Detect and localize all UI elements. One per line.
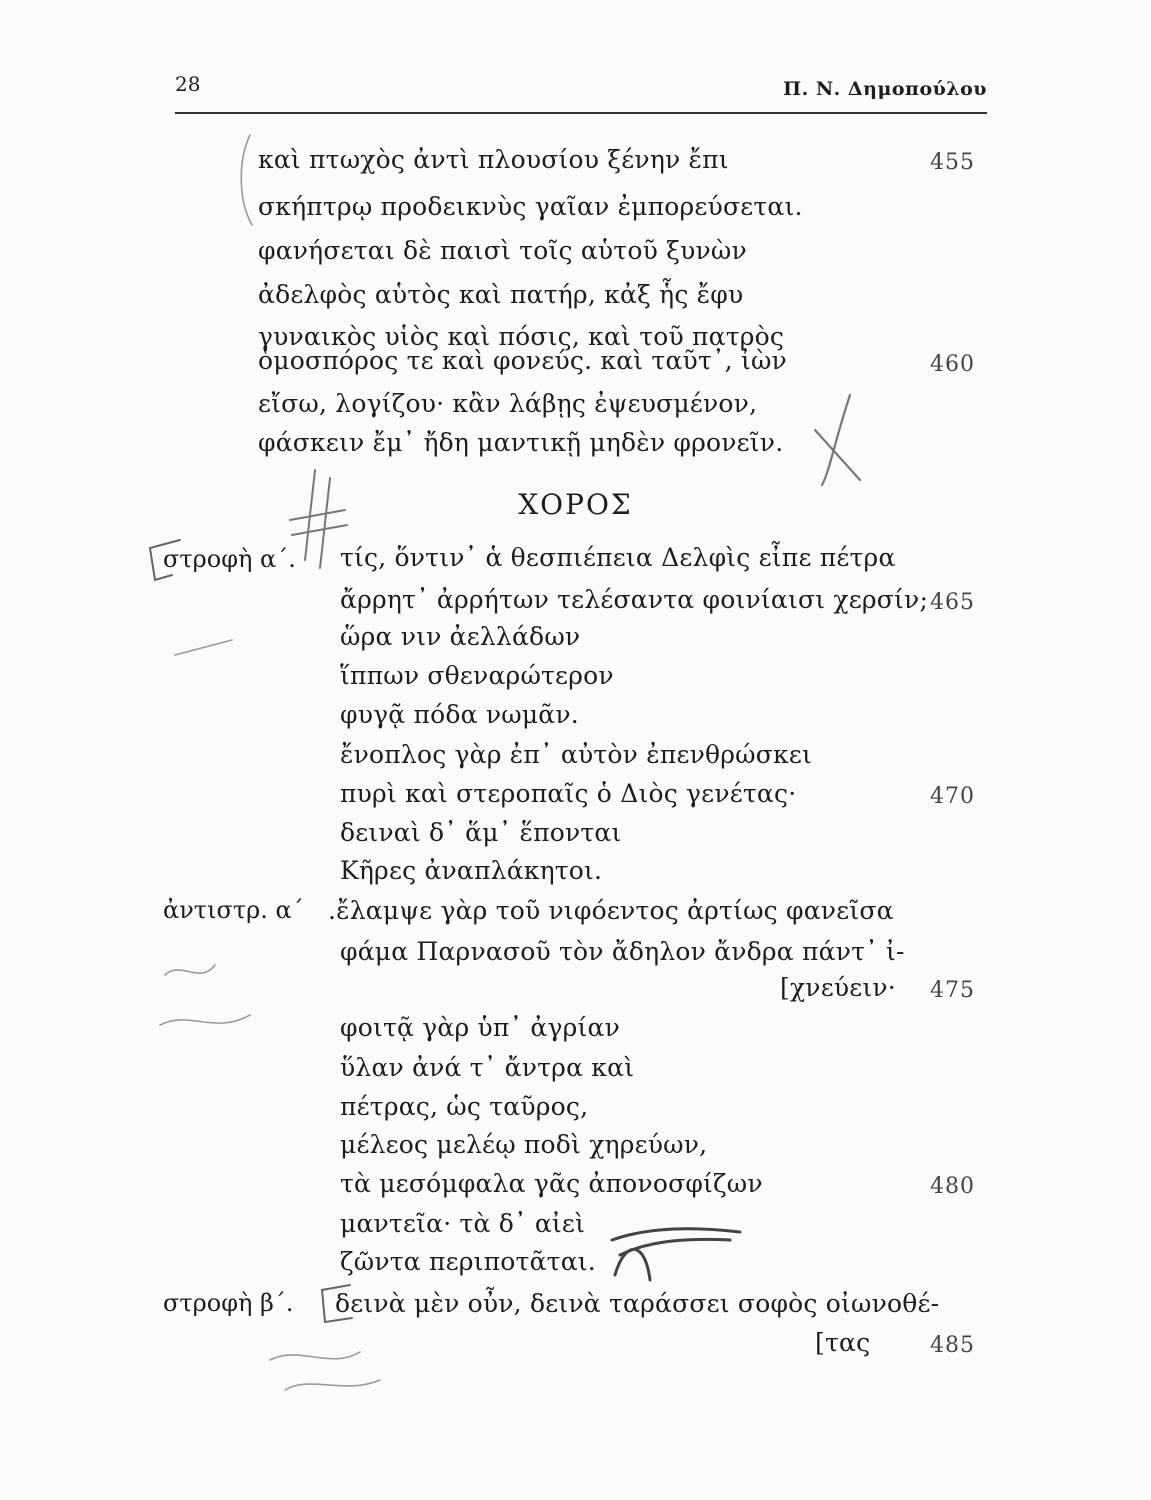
line-number: 475 — [930, 978, 975, 1003]
verse-line: πυρὶ καὶ στεροπαῖς ὁ Διὸς γενέτας· — [340, 779, 797, 808]
verse-line: Κῆρες ἀναπλάκητοι. — [340, 856, 603, 885]
verse-line: φυγᾷ πόδα νωμᾶν. — [340, 700, 579, 729]
line-number: 455 — [930, 150, 975, 175]
verse-line: .ἔλαμψε γὰρ τοῦ νιφόεντος ἀρτίως φανεῖσα — [328, 896, 894, 925]
line-number: 470 — [930, 784, 975, 809]
verse-line: τίς, ὅντιν᾽ ἁ θεσπιέπεια Δελφὶς εἶπε πέτρα — [340, 543, 896, 572]
verse-line: φάσκειν ἔμ᾽ ἤδη μαντικῇ μηδὲν φρονεῖν. — [258, 428, 784, 457]
strophe-b-bracket-mark — [322, 1285, 352, 1322]
margin-squiggle — [160, 965, 250, 1025]
antistrophe-a-label: ἀντιστρ. α΄ — [163, 896, 304, 924]
verse-line: φάμα Παρνασοῦ τὸν ἄδηλον ἄνδρα πάντ᾽ ἰ- — [340, 937, 905, 966]
strophe-b-label: στροφὴ β΄. — [163, 1289, 294, 1317]
verse-line: σκήπτρῳ προδεικνὺς γαῖαν ἐμπορεύσεται. — [258, 192, 803, 221]
verse-line: ὥρα νιν ἀελλάδων — [340, 622, 581, 651]
x-mark — [815, 395, 860, 485]
verse-line: δεινὰ μὲν οὖν, δεινὰ ταράσσει σοφὸς οἰωνοθέ- — [335, 1289, 940, 1318]
verse-line: εἴσω, λογίζου· κἂν λάβῃς ἐψευσμένον, — [258, 389, 758, 418]
verse-line: ζῶντα περιποτᾶται. — [340, 1247, 596, 1276]
strophe-bracket-mark — [150, 540, 180, 580]
verse-line: ὕλαν ἀνά τ᾽ ἄντρα καὶ — [340, 1053, 635, 1082]
bottom-squiggle — [270, 1352, 380, 1390]
verse-line: μαντεῖα· τὰ δ᾽ αἰεὶ — [340, 1209, 586, 1238]
margin-bracket-mark — [241, 135, 252, 225]
strophe-a-label: στροφὴ α΄. — [163, 545, 296, 573]
line-number: 465 — [930, 590, 975, 615]
verse-line: μέλεος μελέῳ ποδὶ χηρεύων, — [340, 1130, 708, 1159]
verse-line: ἵππων σθεναρώτερον — [340, 661, 614, 690]
verse-line: ἔνοπλος γὰρ ἐπ᾽ αὐτὸν ἐπενθρώσκει — [340, 740, 812, 769]
hash-mark — [290, 470, 347, 568]
line-number: 485 — [930, 1333, 975, 1358]
verse-line: φανήσεται δὲ παισὶ τοῖς αὑτοῦ ξυνὼν — [258, 236, 747, 265]
line-number: 460 — [930, 352, 975, 377]
verse-line: [χνεύειν· — [780, 973, 896, 1002]
page-number: 28 — [175, 72, 201, 96]
verse-line: ὁμοσπόρος τε καὶ φονεύς. καὶ ταῦτ᾽, ἰὼν — [258, 346, 787, 375]
verse-line: φοιτᾷ γὰρ ὑπ᾽ ἀγρίαν — [340, 1013, 620, 1042]
verse-line: [τας — [815, 1328, 871, 1357]
line-number: 480 — [930, 1174, 975, 1199]
verse-line: τὰ μεσόμφαλα γᾶς ἀπονοσφίζων — [340, 1169, 763, 1198]
dash-mark — [175, 640, 232, 655]
verse-line: καὶ πτωχὸς ἀντὶ πλουσίου ξένην ἔπι — [258, 145, 729, 174]
running-title: Π. Ν. Δημοπούλου — [783, 78, 987, 100]
verse-line: δειναὶ δ᾽ ἅμ᾽ ἕπονται — [340, 818, 622, 847]
scribble-mark — [612, 1229, 740, 1280]
verse-line: ἀδελφὸς αὑτὸς καὶ πατήρ, κἀξ ἧς ἔφυ — [258, 280, 744, 309]
verse-line: γυναικὸς υἱὸς καὶ πόσις, καὶ τοῦ πατρὸς — [258, 322, 785, 351]
verse-line: ἄρρητ᾽ ἀρρήτων τελέσαντα φοινίαισι χερσίν; — [340, 585, 929, 614]
chorus-heading: ΧΟΡΟΣ — [518, 488, 633, 521]
verse-line: πέτρας, ὡς ταῦρος, — [340, 1092, 589, 1121]
